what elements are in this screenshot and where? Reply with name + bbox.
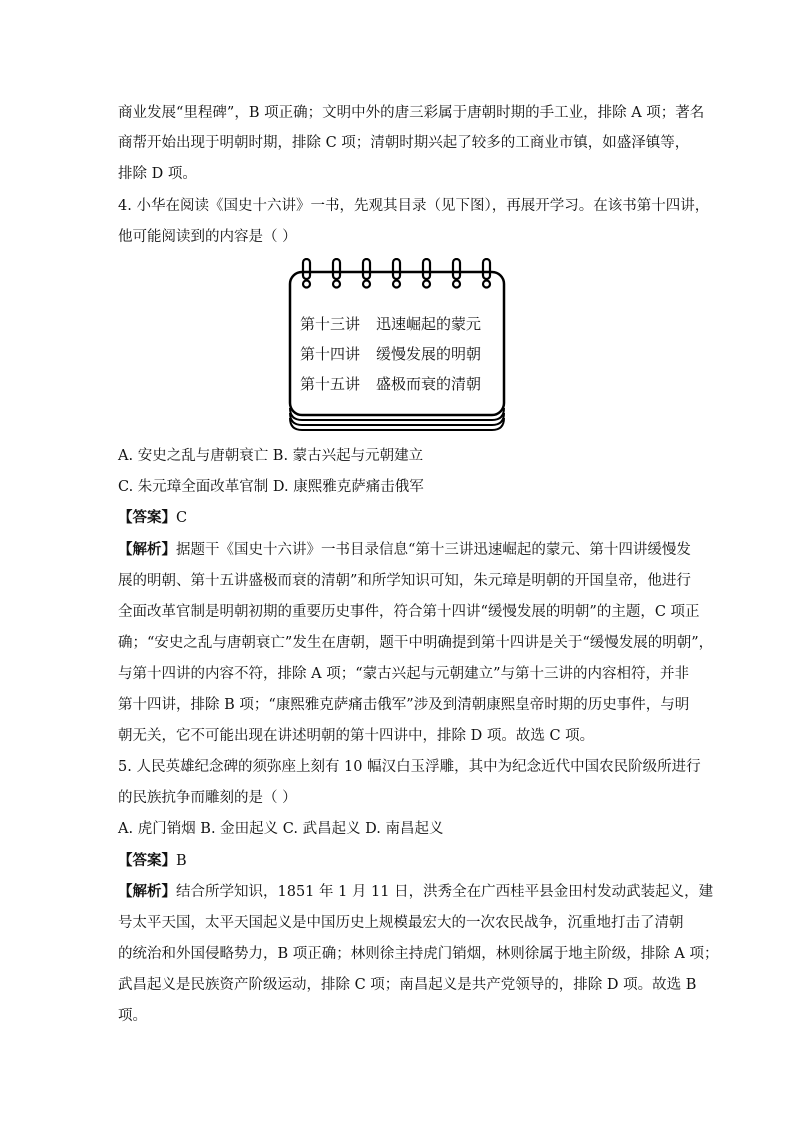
notebook-lecture: 第十五讲 (300, 375, 361, 393)
q4-stem-line: 4. 小华在阅读《国史十六讲》一书，先观其目录（见下图），再展开学习。在该书第十四讲， (118, 198, 710, 214)
notebook-entry (300, 374, 481, 394)
q4-options-line: C. 朱元璋全面改革官制 D. 康熙雅克萨痛击俄军 (118, 479, 424, 495)
q5-analysis-line: 武昌起义是民族资产阶级运动，排除 C 项；南昌起义是共产党领导的，排除 D 项。故选 B (118, 977, 697, 993)
q4-answer (118, 508, 678, 528)
analysis-text: 据题干《国史十六讲》一书目录信息“第十三讲迅速崛起的蒙元、第十四讲缓慢发 (176, 542, 691, 558)
answer-label: 【答案】 (118, 852, 176, 869)
intro-line: 排除 D 项。 (118, 166, 197, 182)
q5-options-line: A. 虎门销烟 B. 金田起义 C. 武昌起义 D. 南昌起义 (118, 821, 444, 837)
notebook-title: 盛极而衰的清朝 (376, 375, 482, 393)
notebook-entry (300, 314, 481, 334)
analysis-text: 结合所学知识，1851 年 1 月 11 日，洪秀全在广西桂平县金田村发动武装起义，建 (176, 884, 714, 900)
analysis-label: 【解析】 (118, 541, 176, 558)
q5-analysis-line: 的统治和外国侵略势力，B 项正确；林则徐主持虎门销烟，林则徐属于地主阶级，排除 A 项； (118, 946, 719, 962)
q4-analysis-line: 全面改革官制是明朝初期的重要历史事件，符合第十四讲“缓慢发展的明朝”的主题，C 项正 (118, 604, 700, 620)
q4-analysis-line: 第十四讲，排除 B 项；“康熙雅克萨痛击俄军”涉及到清朝康熙皇帝时期的历史事件，与明 (118, 697, 690, 713)
q5-analysis-line: 项。 (118, 1008, 147, 1024)
q4-analysis-line (118, 540, 691, 560)
notebook-title: 迅速崛起的蒙元 (376, 315, 482, 333)
intro-line: 商业发展“里程碑”，B 项正确；文明中外的唐三彩属于唐朝时期的手工业，排除 A 项；著名 (118, 105, 705, 121)
answer-value: B (176, 853, 187, 869)
q5-stem-line: 的民族抗争而雕刻的是（ ） (118, 790, 297, 806)
q4-analysis-line: 朝无关，它不可能出现在讲述明朝的第十四讲中，排除 D 项。故选 C 项。 (118, 728, 595, 744)
notebook-lecture: 第十三讲 (300, 315, 361, 333)
answer-value: C (176, 510, 188, 526)
notebook-entry (300, 344, 481, 364)
q4-options-line: A. 安史之乱与唐朝衰亡 B. 蒙古兴起与元朝建立 (118, 448, 424, 464)
q5-analysis-line (118, 882, 714, 902)
intro-line: 商帮开始出现于明朝时期，排除 C 项；清朝时期兴起了较多的工商业市镇，如盛泽镇等， (118, 135, 690, 151)
q5-stem-line: 5. 人民英雄纪念碑的须弥座上刻有 10 幅汉白玉浮雕，其中为纪念近代中国农民阶级所进行 (118, 759, 701, 775)
analysis-label: 【解析】 (118, 883, 176, 900)
notebook-lecture: 第十四讲 (300, 345, 361, 363)
q4-analysis-line: 与第十四讲的内容不符，排除 A 项；“蒙古兴起与元朝建立”与第十三讲的内容相符，并非 (118, 666, 690, 682)
answer-label: 【答案】 (118, 509, 176, 526)
notebook-title: 缓慢发展的明朝 (376, 345, 482, 363)
q4-analysis-line: 展的明朝、第十五讲盛极而衰的清朝”和所学知识可知，朱元璋是明朝的开国皇帝，他进行 (118, 573, 691, 589)
q5-analysis-line: 号太平天国，太平天国起义是中国历史上规模最宏大的一次农民战争，沉重地打击了清朝 (118, 915, 684, 931)
q5-answer (118, 851, 678, 871)
q4-analysis-line: 确；“安史之乱与唐朝衰亡”发生在唐朝，题干中明确提到第十四讲是关于“缓慢发展的明朝”， (118, 635, 714, 651)
q4-stem-line: 他可能阅读到的内容是（ ） (118, 229, 297, 245)
